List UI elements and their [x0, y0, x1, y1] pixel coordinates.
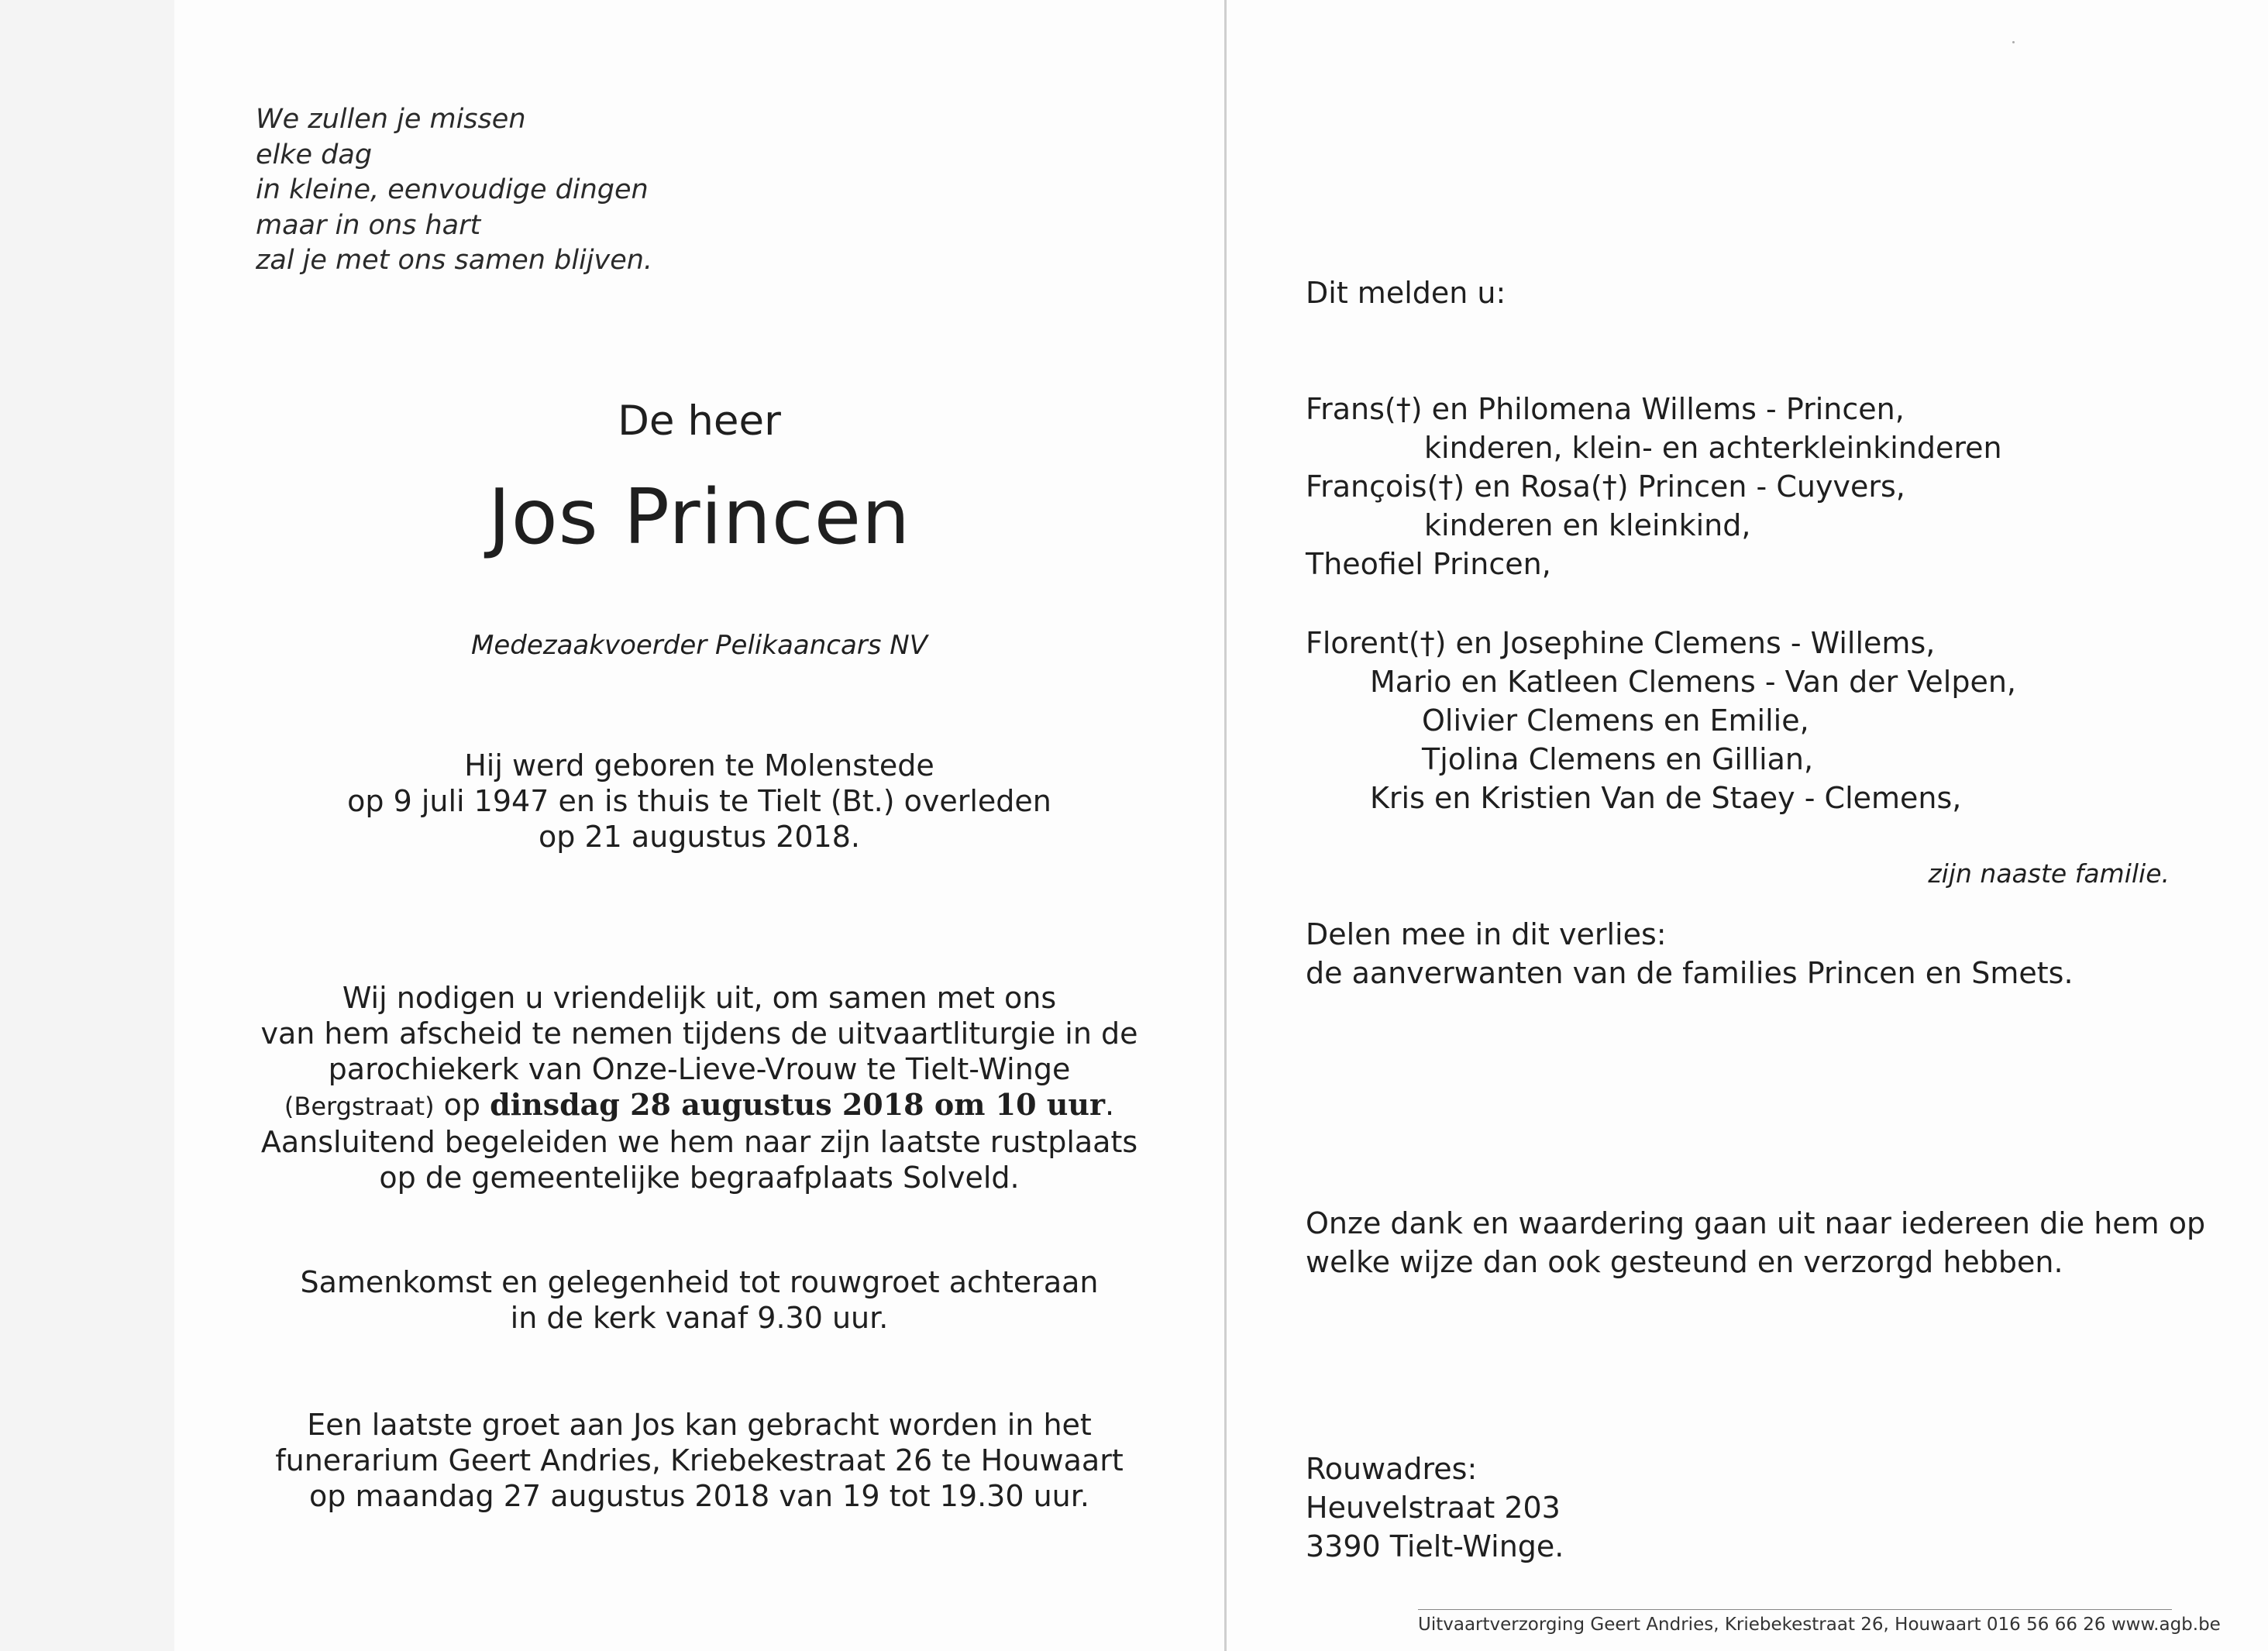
text-line: op 21 augustus 2018. [539, 820, 860, 854]
poem-line: in kleine, eenvoudige dingen [256, 174, 649, 205]
funeral-invitation [174, 980, 1224, 1195]
announcement-heading: Dit melden u: [1306, 276, 1506, 310]
text-line: Samenkomst en gelegenheid tot rouwgroet achteraan [300, 1265, 1099, 1299]
condolence-share [1306, 915, 2074, 992]
family-line: kinderen en kleinkind, [1424, 508, 1751, 542]
paper-speck [2012, 41, 2015, 43]
family-list-clemens [1306, 624, 2016, 817]
text-line: in de kerk vanaf 9.30 uur. [510, 1301, 889, 1335]
text-line: op maandag 27 augustus 2018 van 19 tot 19.30 uur. [309, 1479, 1089, 1513]
family-line: Florent(†) en Josephine Clemens - Willems, [1306, 626, 1936, 660]
family-line: Kris en Kristien Van de Staey - Clemens, [1370, 781, 1962, 815]
family-note: zijn naaste familie. [1928, 858, 2170, 889]
text-line: Onze dank en waardering gaan uit naar iedereen die hem op [1306, 1206, 2206, 1240]
deceased-name: Jos Princen [487, 473, 911, 562]
text-line: Hij werd geboren te Molenstede [464, 748, 934, 783]
text-line: Delen mee in dit verlies: [1306, 917, 1667, 951]
family-line: Theofiel Princen, [1306, 547, 1551, 581]
honorific: De heer [618, 397, 781, 445]
family-list-princen [1306, 390, 2002, 583]
memorial-poem [256, 102, 652, 279]
street-name: (Bergstraat) [284, 1092, 435, 1121]
text-line: Rouwadres: [1306, 1452, 1478, 1486]
text-line: Wij nodigen u vriendelijk uit, om samen met ons [342, 981, 1057, 1015]
text-line: op de gemeentelijke begraafplaats Solveld. [379, 1161, 1020, 1195]
family-line: kinderen, klein- en achterkleinkinderen [1424, 431, 2002, 465]
text-line: Een laatste groet aan Jos kan gebracht worden in het [307, 1408, 1092, 1442]
poem-line: elke dag [256, 139, 373, 170]
text-fragment: op [434, 1088, 490, 1122]
funeral-date: dinsdag 28 augustus 2018 om 10 uur [490, 1087, 1106, 1122]
text-line: van hem afscheid te nemen tijdens de uitvaartliturgie in de [260, 1016, 1138, 1051]
undertaker-footer: Uitvaartverzorging Geert Andries, Kriebekestraat 26, Houwaart 016 56 66 26 www.agb.be [1418, 1615, 2221, 1635]
text-line: de aanverwanten van de families Princen en Smets. [1306, 956, 2074, 990]
poem-line: maar in ons hart [256, 209, 481, 241]
thanks-message [1306, 1204, 2205, 1281]
family-line: Frans(†) en Philomena Willems - Princen, [1306, 392, 1905, 426]
text-line: welke wijze dan ook gesteund en verzorgd hebben. [1306, 1245, 2063, 1279]
text-line [174, 1087, 1224, 1124]
text-line: op 9 juli 1947 en is thuis te Tielt (Bt.) overleden [347, 784, 1051, 818]
text-line: funerarium Geert Andries, Kriebekestraat 26 te Houwaart [275, 1443, 1124, 1477]
family-line: François(†) en Rosa(†) Princen - Cuyvers, [1306, 470, 1905, 504]
family-line: Olivier Clemens en Emilie, [1422, 703, 1809, 738]
last-greeting-info [174, 1407, 1224, 1514]
family-line: Mario en Katleen Clemens - Van der Velpen, [1370, 665, 2016, 699]
right-page [1227, 0, 2268, 1651]
footer-divider [1418, 1609, 2172, 1610]
text-line: 3390 Tielt-Winge. [1306, 1529, 1564, 1563]
family-line: Tjolina Clemens en Gillian, [1422, 742, 1814, 776]
birth-death-info [174, 748, 1224, 855]
poem-line: We zullen je missen [256, 104, 526, 135]
occupation: Medezaakvoerder Pelikaancars NV [470, 630, 928, 661]
text-line: Heuvelstraat 203 [1306, 1491, 1561, 1525]
text-line: parochiekerk van Onze-Lieve-Vrouw te Tielt-Winge [328, 1052, 1071, 1086]
text-fragment: . [1105, 1088, 1115, 1122]
mourning-address [1306, 1450, 1564, 1566]
gathering-info [174, 1264, 1224, 1336]
poem-line: zal je met ons samen blijven. [256, 245, 653, 276]
text-line: Aansluitend begeleiden we hem naar zijn laatste rustplaats [260, 1125, 1138, 1159]
